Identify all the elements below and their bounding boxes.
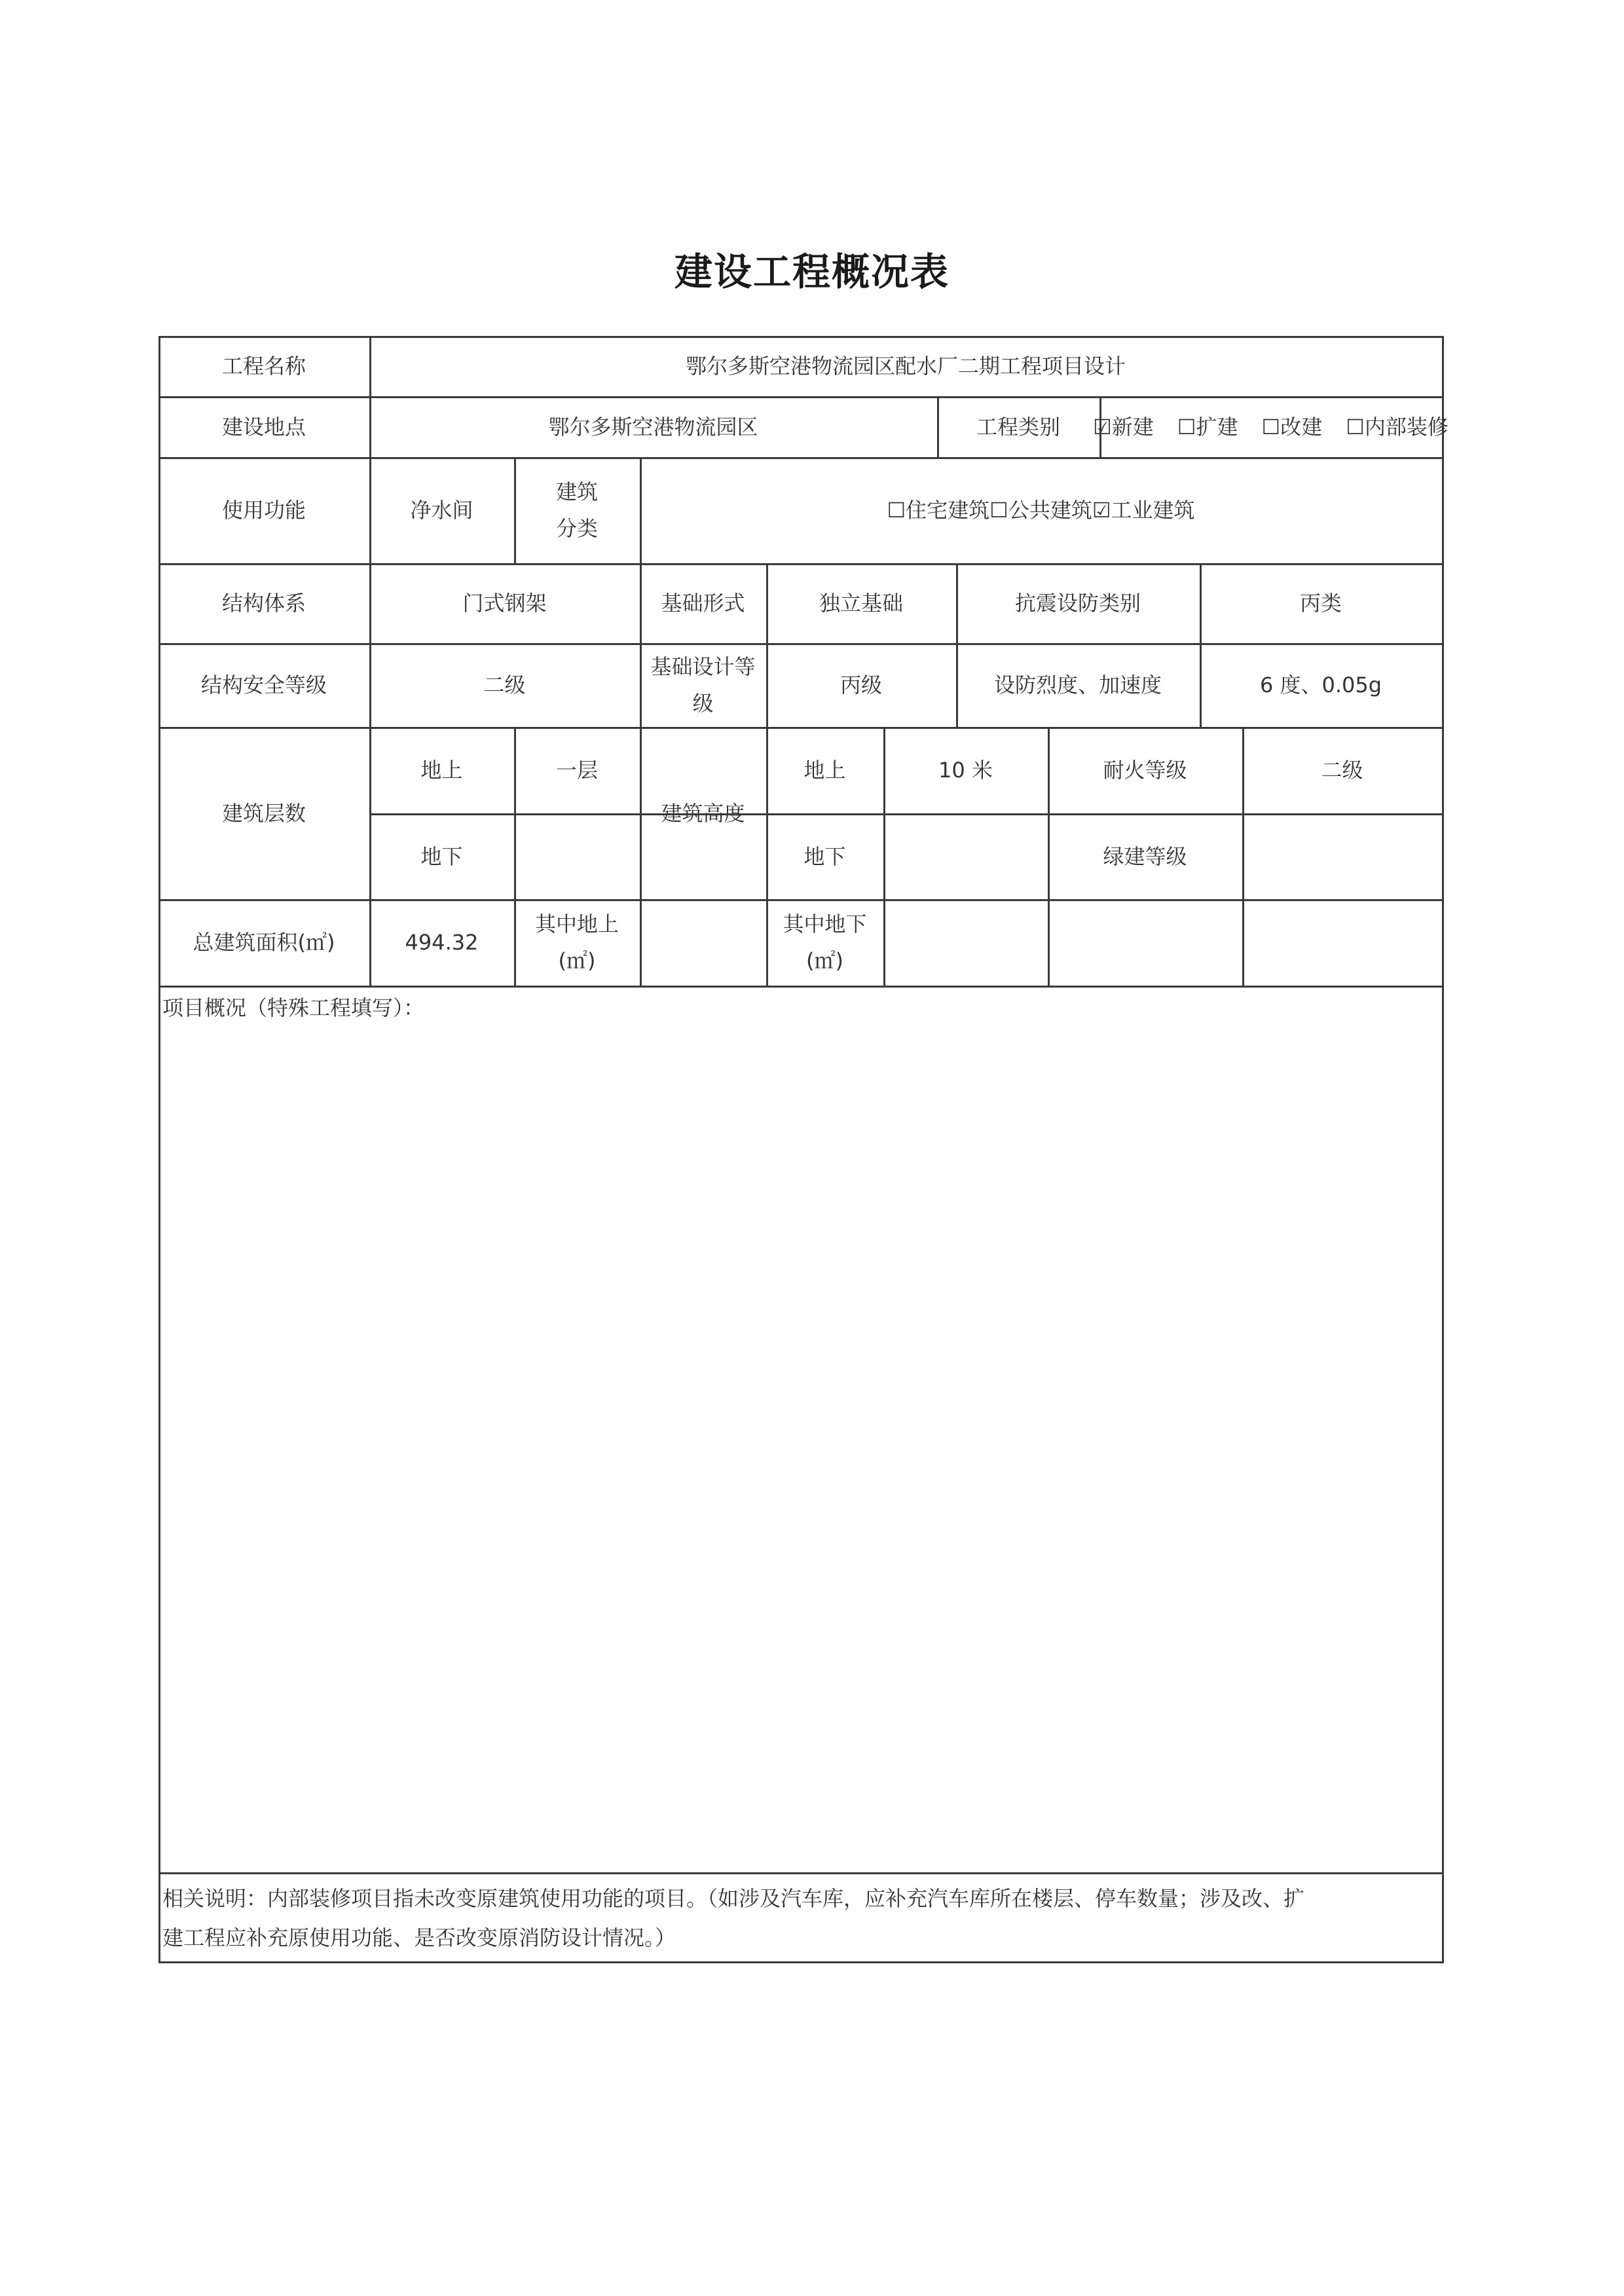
area-below-label [766,899,883,986]
project-name-value: 鄂尔多斯空港物流园区配水厂二期工程项目设计 [685,354,1126,379]
checkbox-renovation: ☐改建 [1261,414,1323,439]
rule [158,1961,1444,1963]
foundation-grade-label [640,643,766,727]
height-label: 建筑高度 [661,800,745,826]
seismic-category-value: 丙类 [1299,591,1342,616]
rule [158,986,1444,988]
floors-label: 建筑层数 [221,800,306,826]
total-area-value: 494.32 [405,930,479,955]
building-class-label-line-2: 分类 [555,516,598,541]
foundation-grade-value: 丙级 [840,673,882,697]
building-class-label-line-1: 建筑 [555,479,598,504]
rule [370,813,1444,815]
area-above-label-line-2: (㎡) [558,948,596,973]
intensity-label: 设防烈度、加速度 [993,673,1162,697]
foundation-form-label: 基础形式 [661,591,745,616]
floors-above-value: 一层 [555,758,598,783]
remark-line-2: 建工程应补充原使用功能、是否改变原消防设计情况。） [162,1925,676,1950]
green-rating-label: 绿建等级 [1103,843,1187,869]
area-above-label [514,899,640,986]
fire-rating-label: 耐火等级 [1103,758,1187,783]
page-title: 建设工程概况表 [674,250,950,294]
height-above-label: 地上 [803,758,846,783]
structure-system-label: 结构体系 [221,591,306,616]
rule [158,1872,1444,1874]
floors-below-label: 地下 [420,843,463,869]
fire-rating-value: 二级 [1321,758,1363,783]
project-type-label: 工程类别 [976,414,1060,439]
function-value: 净水间 [410,498,473,523]
total-area-label: 总建筑面积(㎡) [193,930,335,955]
area-below-label-line-1: 其中地下 [783,912,867,936]
foundation-grade-label-line-2: 级 [692,691,714,716]
foundation-grade-label-line-1: 基础设计等 [650,654,756,679]
seismic-category-label: 抗震设防类别 [1014,591,1141,616]
checkbox-expansion: ☐扩建 [1177,414,1238,439]
area-below-label-line-2: (㎡) [806,948,843,973]
area-above-label-line-1: 其中地上 [534,912,619,936]
safety-grade-value: 二级 [483,673,526,697]
building-class-value: ☐住宅建筑☐公共建筑☑工业建筑 [887,498,1195,523]
checkbox-new-build: ☑新建 [1093,414,1154,439]
floors-above-label: 地上 [420,758,463,783]
structure-system-value: 门式钢架 [462,591,547,616]
building-class-label [514,457,640,563]
foundation-form-value: 独立基础 [819,591,903,616]
intensity-value: 6 度、0.05g [1259,673,1382,697]
height-above-value: 10 米 [938,758,993,783]
rule [1442,336,1444,1963]
project-type-options [1093,396,1449,457]
overview-label: 项目概况（特殊工程填写）： [162,995,425,1020]
checkbox-interior-decoration: ☐内部装修 [1346,414,1449,439]
remark-line-1: 相关说明：内部装修项目指未改变原建筑使用功能的项目。（如涉及汽车库，应补充汽车库所在楼层、停车数量；涉及改、扩 [162,1886,1305,1911]
project-name-label: 工程名称 [221,354,306,379]
location-value: 鄂尔多斯空港物流园区 [548,414,758,439]
height-below-label: 地下 [803,843,846,869]
location-label: 建设地点 [221,414,306,439]
project-overview-table [158,336,1449,1963]
function-label: 使用功能 [221,498,306,523]
safety-grade-label: 结构安全等级 [200,673,327,697]
